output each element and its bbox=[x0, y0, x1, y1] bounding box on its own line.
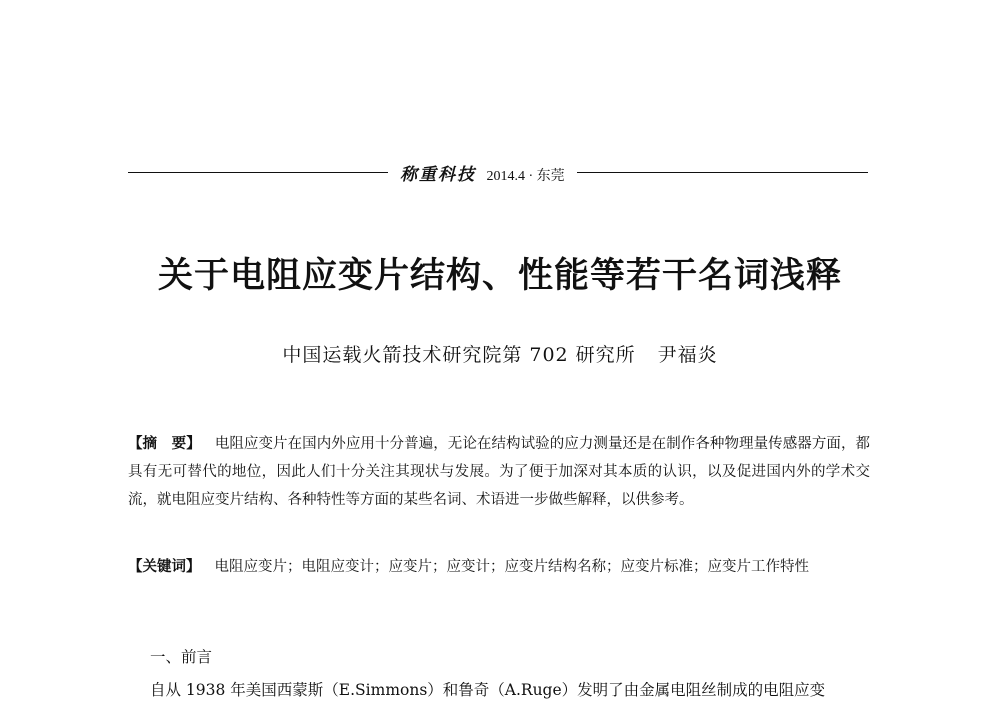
abstract-text: 电阻应变片在国内外应用十分普遍，无论在结构试验的应力测量还是在制作各种物理量传感器方面，都具有无可替代的地位，因此人们十分关注其现状与发展。为了便于加深对其本质的认识，以及促进国内外的学术交流，就电阻应变片结构、各种特性等方面的某些名词、术语进一步做些解释，以供参考。 bbox=[128, 436, 871, 508]
affiliation: 中国运载火箭技术研究院第 702 研究所 bbox=[282, 344, 636, 366]
keywords-text: 电阻应变片；电阻应变计；应变片；应变计；应变片结构名称；应变片标准；应变片工作特性 bbox=[214, 559, 809, 575]
running-header bbox=[128, 160, 868, 185]
abstract-label: 【摘 要】 bbox=[128, 436, 201, 452]
journal-name: 称重科技 bbox=[400, 165, 476, 185]
paper-title: 关于电阻应变片结构、性能等若干名词浅释 bbox=[157, 256, 842, 296]
author-name: 尹福炎 bbox=[657, 344, 718, 366]
keywords-label: 【关键词】 bbox=[128, 559, 201, 575]
author-line bbox=[0, 340, 1000, 367]
header-text bbox=[388, 160, 577, 185]
header-rule-left bbox=[128, 172, 388, 173]
keywords bbox=[128, 553, 870, 581]
abstract bbox=[128, 430, 870, 514]
journal-issue: 2014.4 · 东莞 bbox=[486, 169, 565, 184]
header-rule-right bbox=[577, 172, 868, 173]
body-paragraph: 自从 1938 年美国西蒙斯（E.Simmons）和鲁奇（A.Ruge）发明了由金属电阻丝制成的电阻应变 bbox=[150, 681, 826, 699]
section-heading: 一、前言 bbox=[150, 648, 213, 666]
